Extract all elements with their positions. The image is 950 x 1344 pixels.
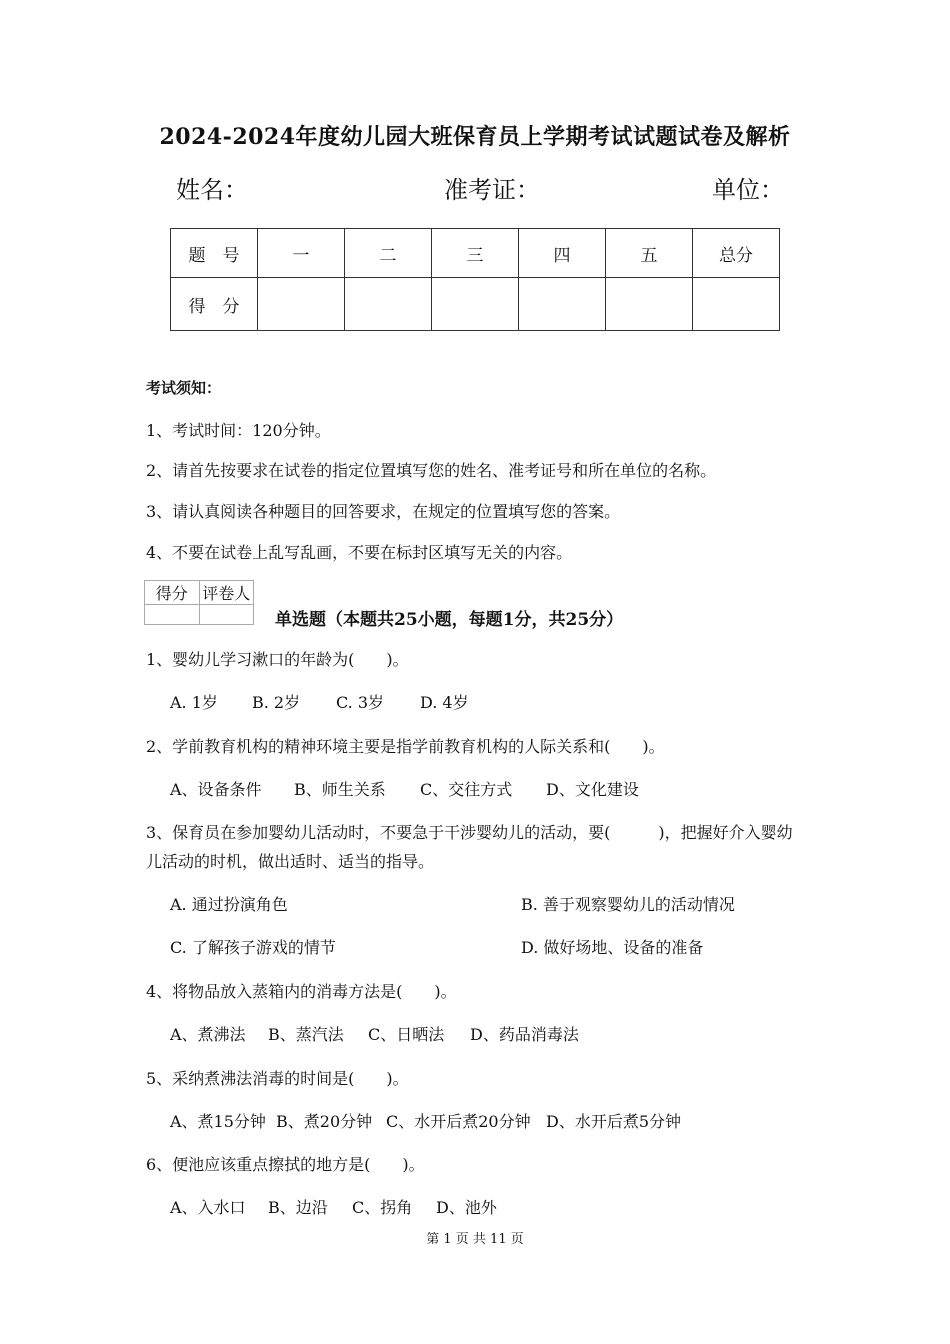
grader-score-label: 得分 [145, 581, 200, 605]
notice-item: 1、考试时间：120分钟。 [146, 421, 331, 440]
option[interactable]: A、煮沸法 [170, 1025, 246, 1044]
option[interactable]: B、边沿 [268, 1198, 328, 1217]
grader-reviewer-label: 评卷人 [199, 581, 254, 605]
option[interactable]: B、蒸汽法 [268, 1025, 344, 1044]
option[interactable]: C、日晒法 [368, 1025, 445, 1044]
option[interactable]: B. 2岁 [252, 693, 301, 712]
option[interactable]: C、水开后煮20分钟 [386, 1112, 531, 1131]
option[interactable]: A. 通过扮演角色 [170, 895, 288, 914]
score-row-label: 得 分 [171, 278, 258, 331]
question-stem: 4、将物品放入蒸箱内的消毒方法是( )。 [146, 982, 457, 1001]
notice-title: 考试须知： [146, 379, 222, 397]
option[interactable]: A、设备条件 [170, 780, 262, 799]
option[interactable]: C、交往方式 [420, 780, 513, 799]
notice-item: 2、请首先按要求在试卷的指定位置填写您的姓名、准考证号和所在单位的名称。 [146, 461, 717, 480]
option[interactable]: D、池外 [436, 1198, 497, 1217]
notice-item: 3、请认真阅读各种题目的回答要求，在规定的位置填写您的答案。 [146, 502, 621, 521]
notice-item: 4、不要在试卷上乱写乱画，不要在标封区填写无关的内容。 [146, 543, 573, 562]
unit-field-label: 单位： [712, 176, 784, 204]
option[interactable]: B、师生关系 [294, 780, 386, 799]
option[interactable]: A、煮15分钟 [170, 1112, 266, 1131]
question-stem: 6、便池应该重点擦拭的地方是( )。 [146, 1155, 425, 1174]
grader-box [144, 580, 254, 625]
option[interactable]: C. 3岁 [336, 693, 385, 712]
score-cell-total[interactable] [693, 278, 780, 331]
header-cell-2: 二 [345, 229, 432, 278]
header-cell-total: 总分 [693, 229, 780, 278]
question-stem: 1、婴幼儿学习漱口的年龄为( )。 [146, 650, 409, 669]
header-cell-5: 五 [606, 229, 693, 278]
header-cell-label: 题 号 [171, 229, 258, 278]
score-cell-5[interactable] [606, 278, 693, 331]
option[interactable]: B、煮20分钟 [276, 1112, 373, 1131]
name-field-label: 姓名： [176, 176, 248, 204]
score-cell-3[interactable] [432, 278, 519, 331]
score-cell-1[interactable] [258, 278, 345, 331]
score-table-header-row [171, 229, 780, 278]
score-table-score-row [171, 278, 780, 331]
option[interactable]: B. 善于观察婴幼儿的活动情况 [521, 895, 735, 914]
score-cell-4[interactable] [519, 278, 606, 331]
header-cell-1: 一 [258, 229, 345, 278]
question-stem: 3、保育员在参加婴幼儿活动时，不要急于干涉婴幼儿的活动，要( )，把握好介入婴幼 [146, 823, 793, 842]
option[interactable]: D、文化建设 [546, 780, 639, 799]
option[interactable]: D、水开后煮5分钟 [546, 1112, 682, 1131]
score-table [170, 228, 780, 331]
header-cell-3: 三 [432, 229, 519, 278]
option[interactable]: C. 了解孩子游戏的情节 [170, 938, 336, 957]
question-stem: 2、学前教育机构的精神环境主要是指学前教育机构的人际关系和( )。 [146, 737, 665, 756]
option[interactable]: A、入水口 [170, 1198, 246, 1217]
document-title: 2024-2024年度幼儿园大班保育员上学期考试试题试卷及解析 [159, 124, 791, 150]
option[interactable]: A. 1岁 [170, 693, 218, 712]
option[interactable]: D. 4岁 [420, 693, 469, 712]
exam-id-field-label: 准考证： [444, 176, 540, 204]
section-title: 单选题（本题共25小题，每题1分，共25分） [275, 610, 624, 630]
question-stem: 5、采纳煮沸法消毒的时间是( )。 [146, 1069, 409, 1088]
header-cell-4: 四 [519, 229, 606, 278]
page-footer: 第 1 页 共 11 页 [426, 1232, 524, 1247]
grader-score-cell[interactable] [145, 605, 200, 625]
option[interactable]: C、拐角 [352, 1198, 413, 1217]
question-stem-continued: 儿活动的时机，做出适时、适当的指导。 [146, 852, 435, 871]
grader-reviewer-cell[interactable] [199, 605, 254, 625]
option[interactable]: D. 做好场地、设备的准备 [521, 938, 704, 957]
score-cell-2[interactable] [345, 278, 432, 331]
option[interactable]: D、药品消毒法 [470, 1025, 579, 1044]
